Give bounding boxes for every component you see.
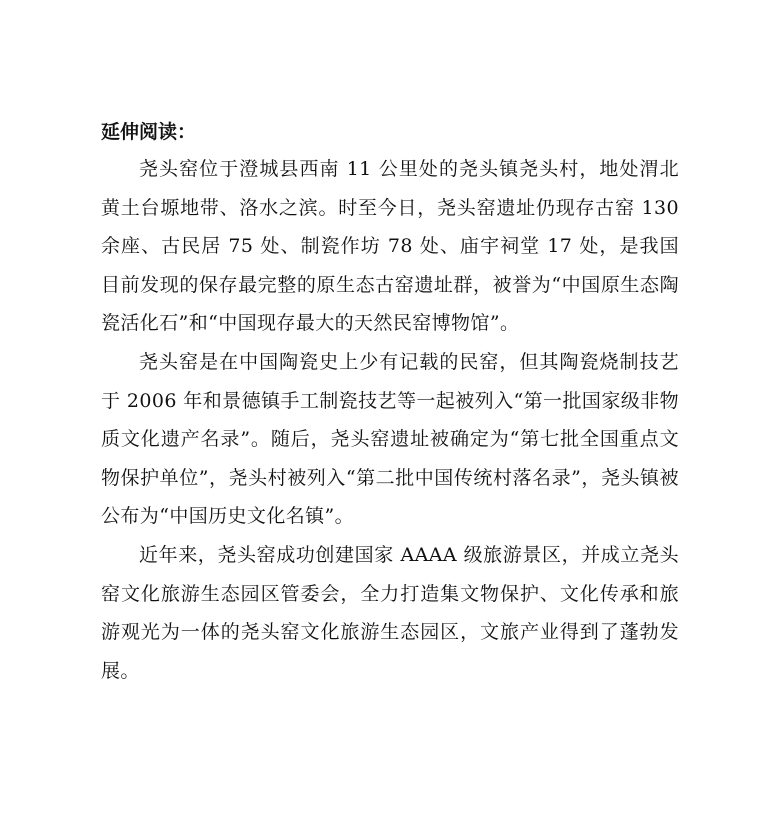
paragraph-1: 尧头窑位于澄城县西南 11 公里处的尧头镇尧头村，地处渭北黄土台塬地带、洛水之滨。时至今日，尧头窑遗址仍现存古窑 130 余座、古民居 75 处、制瓷作坊 78 处、庙宇祠堂 17 处，是我国目前发现的保存最完整的原生态古窑遗址群，被誉为“中国原生态陶瓷活化石”和“中国现存最大的天然民窑博物馆”。	[101, 158, 679, 335]
paragraph-2: 尧头窑是在中国陶瓷史上少有记载的民窑，但其陶瓷烧制技艺于 2006 年和景德镇手工制瓷技艺等一起被列入“第一批国家级非物质文化遗产名录”。随后，尧头窑遗址被确定为“第七批全国重点文物保护单位”，尧头村被列入“第二批中国传统村落名录”，尧头镇被公布为“中国历史文化名镇”。	[101, 350, 679, 528]
section-title: 延伸阅读：	[101, 121, 197, 143]
article-body	[101, 150, 679, 690]
paragraph-3: 近年来，尧头窑成功创建国家 AAAA 级旅游景区，并成立尧头窑文化旅游生态园区管委会，全力打造集文物保护、文化传承和旅游观光为一体的尧头窑文化旅游生态园区，文旅产业得到了蓬勃发展。	[101, 543, 679, 682]
